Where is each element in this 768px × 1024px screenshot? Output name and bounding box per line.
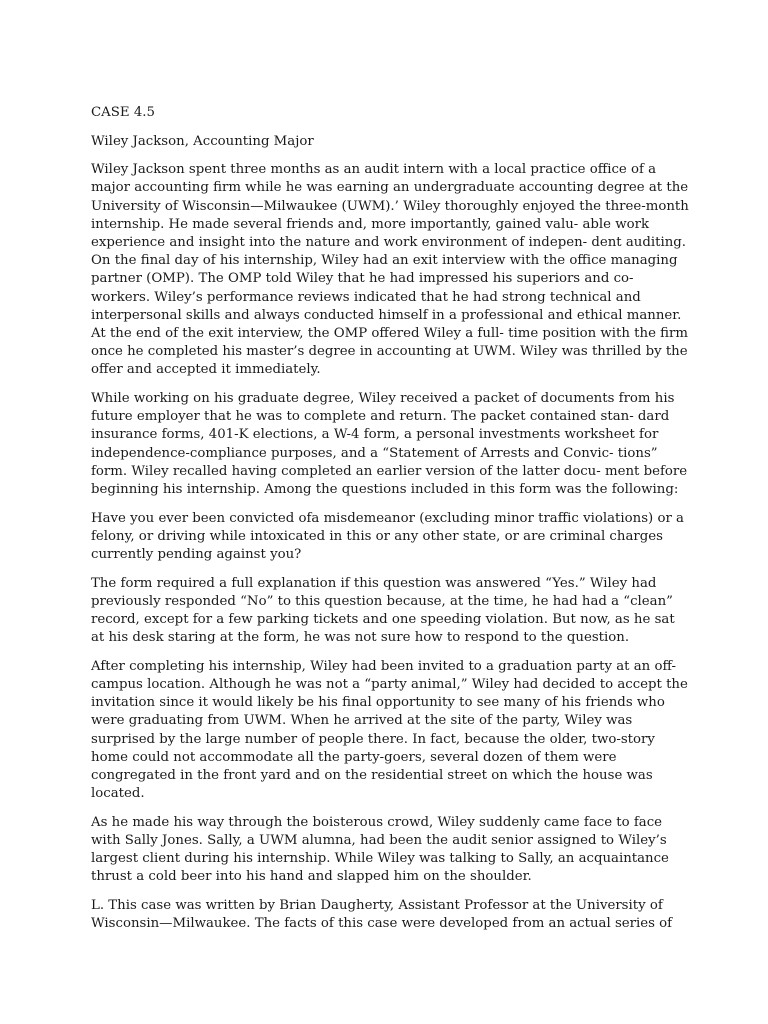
footnote: L. This case was written by Brian Daugherty, Assistant Professor at the University of Wisconsin—Milwaukee. The facts of this case were developed from an actual series of bbox=[91, 898, 673, 932]
document-body bbox=[91, 104, 691, 944]
paragraph-graduate-degree: While working on his graduate degree, Wiley received a packet of documents from his future employer that he was to complete and return. The packet contained stan- dard insurance forms, 401-K elections, a W-4 form, a personal investments worksheet for independence-compliance purposes, and a “Statement of Arrests and Convic- tions” form. Wiley recalled having completed an earlier version of the latter docu- ment before beginning his internship. Among the questions included in this form was the following: bbox=[91, 391, 688, 498]
paragraph-form-requirement: The form required a full explanation if this question was answered “Yes.” Wiley had previously responded “No” to this question because, at the time, he had had a “clean” record, except for a few parking tickets and one speeding violation. But now, as he sat at his desk staring at the form, he was not sure how to respond to the question. bbox=[91, 575, 675, 646]
case-number: CASE 4.5 bbox=[91, 105, 155, 120]
case-title: Wiley Jackson, Accounting Major bbox=[91, 133, 314, 149]
paragraph-form-question: Have you ever been convicted ofa misdemeanor (excluding minor traffic violations) or a felony, or driving while intoxicated in this or any other state, or are criminal charges currently pending against you? bbox=[91, 510, 684, 563]
paragraph-graduation-party: After completing his internship, Wiley had been invited to a graduation party at an off- campus location. Although he was not a “party animal,” Wiley had decided to accept the invitation since it would likely be his final opportunity to see many of his friends who were graduating from UWM. When he arrived at the site of the party, Wiley was surprised by the large number of people there. In fact, because the older, two-story home could not accommodate all the party-goers, several dozen of them were congregated in the front yard and on the residential street on which the house was located. bbox=[91, 658, 688, 802]
paragraph-intro: Wiley Jackson spent three months as an audit intern with a local practice office of a major accounting firm while he was earning an undergraduate accounting degree at the University of Wisconsin—Milwaukee (UWM).’ Wiley thoroughly enjoyed the three-month internship. He made several friends and, more importantly, gained valu- able work experience and insight into the nature and work environment of indepen- dent auditing. On the final day of his internship, Wiley had an exit interview with the office managing partner (OMP). The OMP told Wiley that he had impressed his superiors and co-workers. Wiley’s performance reviews indicated that he had strong technical and interpersonal skills and always conducted himself in a professional and ethical manner. At the end of the exit interview, the OMP offered Wiley a full- time position with the firm once he completed his master’s degree in accounting at UWM. Wiley was thrilled by the offer and accepted it immediately. bbox=[91, 162, 689, 378]
paragraph-sally-jones: As he made his way through the boisterous crowd, Wiley suddenly came face to face with Sally Jones. Sally, a UWM alumna, had been the audit senior assigned to Wiley’s largest client during his internship. While Wiley was talking to Sally, an acquaintance thrust a cold beer into his hand and slapped him on the shoulder. bbox=[91, 814, 669, 885]
